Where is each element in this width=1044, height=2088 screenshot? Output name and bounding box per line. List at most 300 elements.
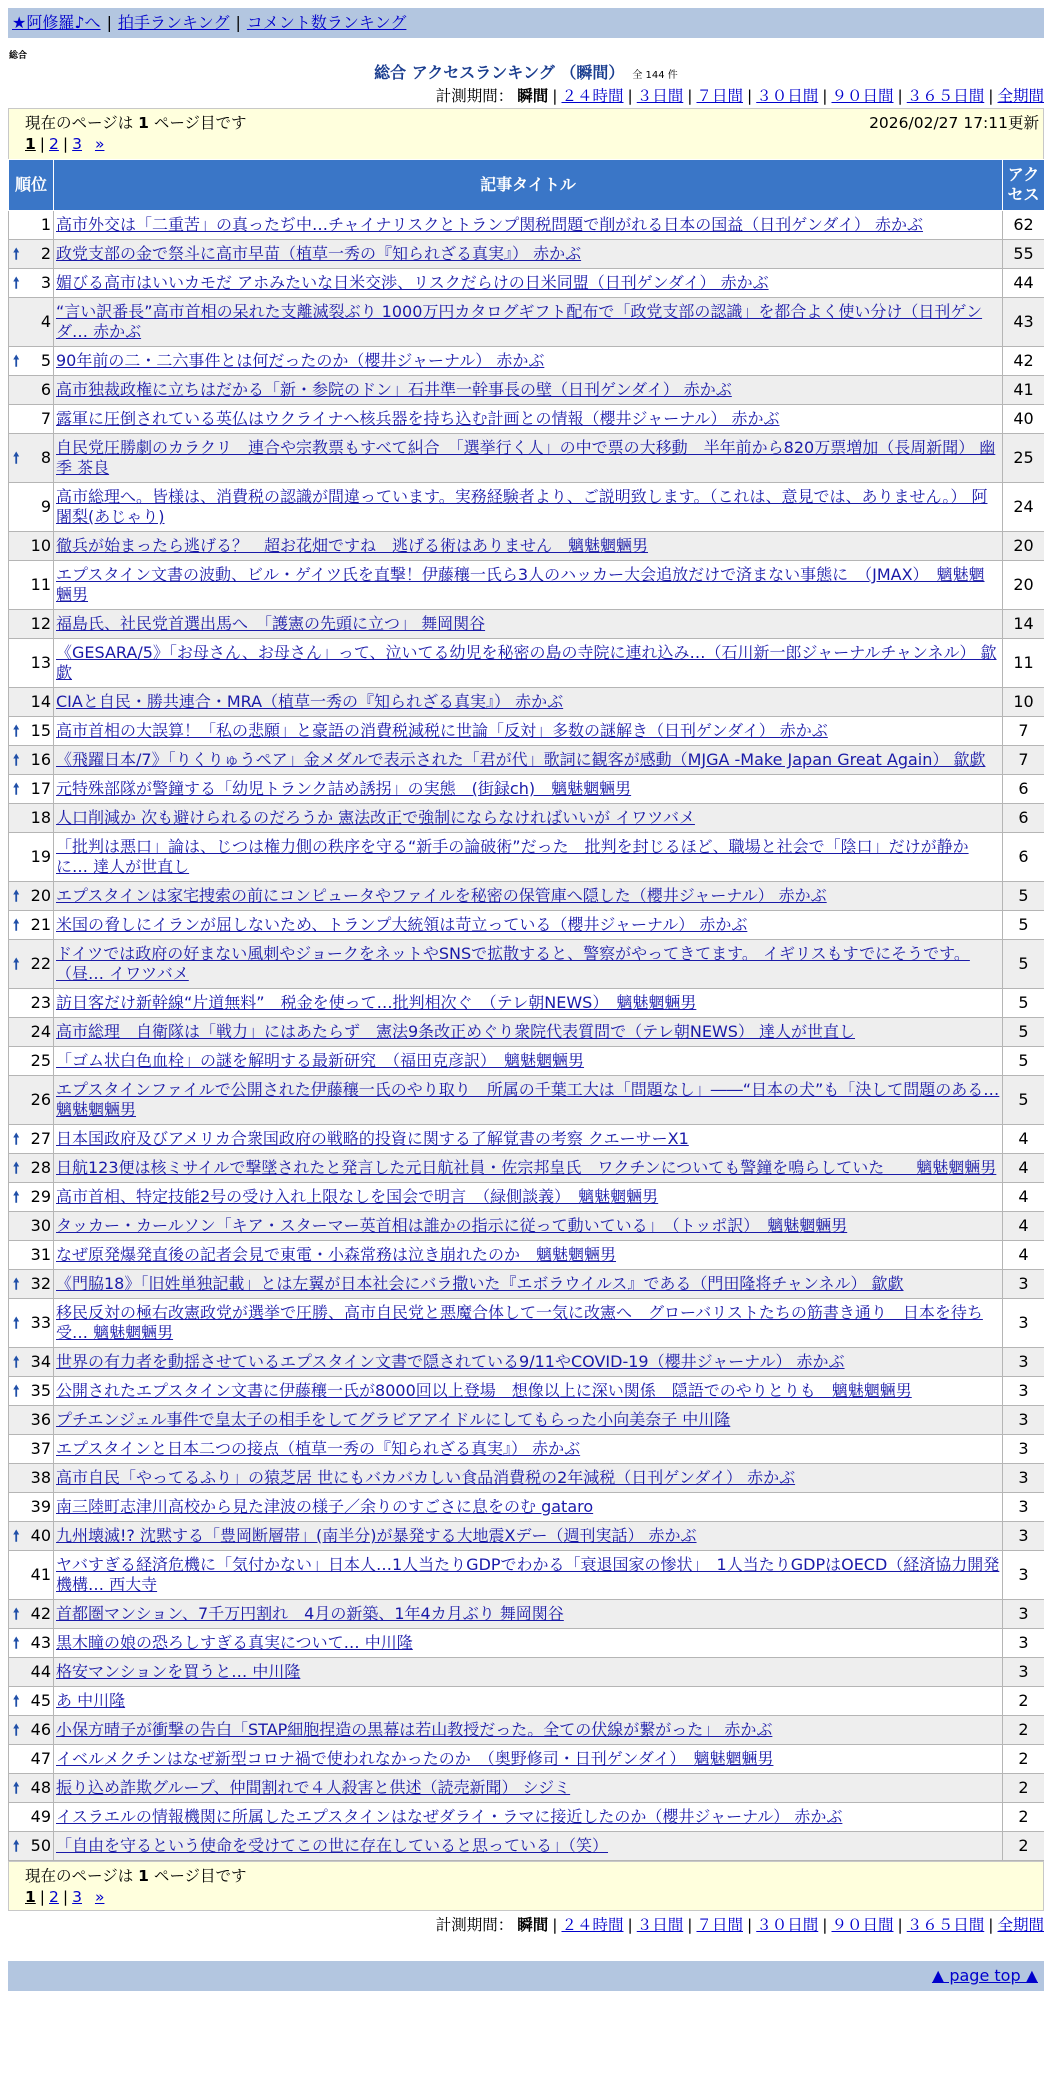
title-cell: [54, 376, 1003, 405]
rank-number: 27: [31, 1129, 51, 1148]
table-row: [9, 1803, 1044, 1832]
period-link-3[interactable]: ７日間: [696, 1916, 743, 1934]
table-row: [9, 1435, 1044, 1464]
footer-bar: [8, 1961, 1044, 1991]
title-cell: [54, 1406, 1003, 1435]
pager-link-page-2[interactable]: 2: [49, 135, 59, 153]
title-cell: [54, 1493, 1003, 1522]
top-navigation: [8, 8, 1044, 38]
title-cell: [54, 434, 1003, 483]
rank-number: 19: [31, 847, 51, 866]
title-cell: [54, 688, 1003, 717]
access-count: 11: [1003, 639, 1044, 688]
rank-cell: [9, 1803, 54, 1832]
rank-number: 8: [41, 448, 51, 467]
title-cell: [54, 1047, 1003, 1076]
table-row: [9, 1241, 1044, 1270]
rank-cell: [9, 882, 54, 911]
pager-next-link[interactable]: »: [95, 1888, 104, 1906]
article-title-link[interactable]: 訪日客だけ新幹線“片道無料” 税金を使って…批判相次ぐ （テレ朝NEWS） 魑魅魍魎男: [56, 993, 696, 1012]
page-title: [8, 62, 1044, 84]
pager-link-page-2[interactable]: 2: [49, 1888, 59, 1906]
rank-number: 2: [41, 244, 51, 263]
rank-number: 14: [31, 692, 51, 711]
rank-number: 29: [31, 1187, 51, 1206]
table-row: [9, 561, 1044, 610]
article-title-link[interactable]: 移民反対の極右改憲政党が選挙で圧勝、高市自民党と悪魔合体して一気に改憲へ グローバリストたちの筋書き通り 日本を待ち受… 魑魅魍魎男: [56, 1303, 983, 1342]
rank-cell: [9, 1125, 54, 1154]
table-row: [9, 1270, 1044, 1299]
table-row: [9, 882, 1044, 911]
rank-cell: [9, 1716, 54, 1745]
period-selector-bottom: [8, 1913, 1044, 1937]
rank-number: 21: [31, 915, 51, 934]
title-cell: [54, 405, 1003, 434]
title-cell: [54, 240, 1003, 269]
access-count: 62: [1003, 211, 1044, 240]
access-count: 5: [1003, 882, 1044, 911]
rank-cell: [9, 639, 54, 688]
rank-cell: [9, 911, 54, 940]
rank-number: 28: [31, 1158, 51, 1177]
article-title-link[interactable]: 政党支部の金で祭斗に高市早苗（植草一秀の『知られざる真実』） 赤かぶ: [56, 244, 581, 263]
rank-cell: [9, 434, 54, 483]
access-count: 2: [1003, 1832, 1044, 1861]
access-count: 7: [1003, 717, 1044, 746]
rank-number: 26: [31, 1090, 51, 1109]
rank-up-arrow-icon: 🠕: [13, 448, 19, 468]
rank-cell: [9, 775, 54, 804]
table-row: [9, 610, 1044, 639]
rank-number: 13: [31, 653, 51, 672]
period-link-1[interactable]: ２４時間: [561, 1916, 623, 1934]
page-info-bottom: [8, 1861, 1044, 1911]
article-title-link[interactable]: 振り込め詐欺グループ、仲間割れで４人殺害と供述（読売新聞） シジミ: [56, 1778, 570, 1797]
table-row: [9, 1212, 1044, 1241]
access-count: 3: [1003, 1551, 1044, 1600]
title-cell: [54, 1745, 1003, 1774]
table-row: [9, 1600, 1044, 1629]
rank-number: 20: [31, 886, 51, 905]
table-row: [9, 1154, 1044, 1183]
article-title-link[interactable]: 「ゴム状白色血栓」の謎を解明する最新研究 （福田克彦訳） 魑魅魍魎男: [56, 1051, 584, 1070]
rank-number: 36: [31, 1410, 51, 1429]
article-title-link[interactable]: タッカー・カールソン「キア・スターマー英首相は誰かの指示に従って動いている」 （トッポ訳） 魑魅魍魎男: [56, 1216, 847, 1235]
article-title-link[interactable]: 「自由を守るという使命を受けてこの世に存在していると思っている」（笑）: [56, 1836, 608, 1855]
table-row: [9, 1745, 1044, 1774]
title-cell: [54, 211, 1003, 240]
table-row: [9, 1493, 1044, 1522]
rank-cell: [9, 1832, 54, 1861]
rank-up-arrow-icon: 🠕: [13, 954, 19, 974]
access-count: 3: [1003, 1348, 1044, 1377]
total-count: 全 144 件: [632, 70, 677, 81]
rank-number: 50: [31, 1836, 51, 1855]
pager-separator: |: [63, 1888, 68, 1906]
article-title-link[interactable]: 徹兵が始まったら逃げる？ 超お花畑ですね 逃げる術はありません 魑魅魍魎男: [56, 536, 648, 555]
period-link-5[interactable]: ９０日間: [831, 1916, 893, 1934]
period-link-6[interactable]: ３６５日間: [907, 87, 985, 105]
rank-up-arrow-icon: 🠕: [13, 1526, 19, 1546]
period-link-3[interactable]: ７日間: [696, 87, 743, 105]
title-cell: [54, 746, 1003, 775]
article-title-link[interactable]: 90年前の二・二六事件とは何だったのか（櫻井ジャーナル） 赤かぶ: [56, 351, 544, 370]
rank-cell: [9, 240, 54, 269]
table-row: [9, 376, 1044, 405]
comment-ranking-link[interactable]: コメント数ランキング: [247, 13, 407, 32]
article-title-link[interactable]: 高市首相、特定技能2号の受け入れ上限なしを国会で明言 （緑側談義） 魑魅魍魎男: [56, 1187, 658, 1206]
title-cell: [54, 1270, 1003, 1299]
table-row: [9, 775, 1044, 804]
pager-separator: [86, 1888, 91, 1906]
table-row: [9, 940, 1044, 989]
rank-up-arrow-icon: 🠕: [13, 351, 19, 371]
title-cell: [54, 561, 1003, 610]
pager-next-link[interactable]: »: [95, 135, 104, 153]
title-cell: [54, 775, 1003, 804]
period-separator: |: [747, 87, 752, 105]
period-link-2[interactable]: ３日間: [637, 1916, 684, 1934]
article-title-link[interactable]: 高市総理へ。皆様は、消費税の認識が間違っています。実務経験者より、ご説明致します。（これは、意見では、ありません。） 阿闍梨(あじゃり): [56, 487, 988, 526]
rank-number: 40: [31, 1526, 51, 1545]
table-row: [9, 1658, 1044, 1687]
title-cell: [54, 1154, 1003, 1183]
title-cell: [54, 1803, 1003, 1832]
rank-cell: [9, 1212, 54, 1241]
pager-current-page: 1: [25, 135, 36, 153]
rank-up-arrow-icon: 🠕: [13, 1158, 19, 1178]
title-cell: [54, 639, 1003, 688]
access-count: 3: [1003, 1658, 1044, 1687]
rank-cell: [9, 1493, 54, 1522]
article-title-link[interactable]: 黒木瞳の娘の恐ろしすぎる真実について… 中川隆: [56, 1633, 413, 1652]
table-row: [9, 434, 1044, 483]
article-title-link[interactable]: 元特殊部隊が警鐘する「幼児トランク詰め誘拐」の実態 (街録ch) 魑魅魍魎男: [56, 779, 631, 798]
title-cell: [54, 940, 1003, 989]
table-row: [9, 746, 1044, 775]
rank-cell: [9, 211, 54, 240]
article-title-link[interactable]: 高市自民「やってるふり」の猿芝居 世にもバカバカしい食品消費税の2年減税（日刊ゲンダイ） 赤かぶ: [56, 1468, 795, 1487]
rank-number: 35: [31, 1381, 51, 1400]
rank-up-arrow-icon: 🠕: [13, 1274, 19, 1294]
article-title-link[interactable]: 格安マンションを買うと… 中川隆: [56, 1662, 300, 1681]
period-separator: |: [898, 1916, 903, 1934]
title-cell: [54, 1299, 1003, 1348]
page-top-link[interactable]: ▲ page top ▲: [932, 1966, 1038, 1985]
table-row: [9, 804, 1044, 833]
rank-number: 7: [41, 409, 51, 428]
title-cell: [54, 347, 1003, 376]
article-title-link[interactable]: 高市総理 自衛隊は「戦力」にはあたらず 憲法9条改正めぐり衆院代表質問で（テレ朝NEWS） 達人が世直し: [56, 1022, 855, 1041]
access-count: 20: [1003, 532, 1044, 561]
table-row: [9, 1551, 1044, 1600]
access-count: 42: [1003, 347, 1044, 376]
access-count: 4: [1003, 1154, 1044, 1183]
title-cell: [54, 1774, 1003, 1803]
pager-separator: |: [63, 135, 68, 153]
article-title-link[interactable]: 世界の有力者を動揺させているエプスタイン文書で隠されている9/11やCOVID-19（櫻井ジャーナル） 赤かぶ: [56, 1352, 845, 1371]
title-cell: [54, 1348, 1003, 1377]
table-row: [9, 347, 1044, 376]
table-row: [9, 1183, 1044, 1212]
rank-cell: [9, 1241, 54, 1270]
access-count: 3: [1003, 1299, 1044, 1348]
rank-cell: [9, 1435, 54, 1464]
period-separator: |: [687, 87, 692, 105]
table-row: [9, 1018, 1044, 1047]
rank-up-arrow-icon: 🠕: [13, 915, 19, 935]
rank-up-arrow-icon: 🠕: [13, 244, 19, 264]
article-title-link[interactable]: 「批判は悪口」論は、じつは権力側の秩序を守る“新手の論破術”だった 批判を封じるほど、職場と社会で「陰口」だけが静かに… 達人が世直し: [56, 837, 969, 876]
access-count: 2: [1003, 1803, 1044, 1832]
rank-cell: [9, 1774, 54, 1803]
access-count: 2: [1003, 1687, 1044, 1716]
title-cell: [54, 1600, 1003, 1629]
rank-up-arrow-icon: 🠕: [13, 1720, 19, 1740]
rank-cell: [9, 1687, 54, 1716]
title-cell: [54, 1658, 1003, 1687]
title-cell: [54, 1629, 1003, 1658]
header-access: アクセス: [1003, 160, 1044, 211]
rank-up-arrow-icon: 🠕: [13, 1604, 19, 1624]
title-cell: [54, 1125, 1003, 1154]
period-link-2[interactable]: ３日間: [637, 87, 684, 105]
rank-number: 3: [41, 273, 51, 292]
article-title-link[interactable]: 日航123便は核ミサイルで撃墜されたと発言した元日航社員・佐宗邦皇氏 ワクチンについても警鐘を鳴らしていた 魑魅魍魎男: [56, 1158, 996, 1177]
category-label: 総合: [9, 48, 1044, 62]
period-current: 瞬間: [517, 87, 548, 105]
article-title-link[interactable]: 自民党圧勝劇のカラクリ 連合や宗教票もすべて糾合 「選挙行く人」の中で票の大移動 半年前から820万票増加（長周新聞） 幽季 茶良: [56, 438, 995, 477]
article-title-link[interactable]: 南三陸町志津川高校から見た津波の様子／余りのすごさに息をのむ gataro: [56, 1497, 593, 1516]
access-count: 3: [1003, 1522, 1044, 1551]
title-cell: [54, 610, 1003, 639]
title-cell: [54, 1241, 1003, 1270]
access-count: 40: [1003, 405, 1044, 434]
rank-cell: [9, 1154, 54, 1183]
period-link-7[interactable]: 全期間: [997, 1916, 1044, 1934]
rank-cell: [9, 1018, 54, 1047]
rank-number: 32: [31, 1274, 51, 1293]
rank-cell: [9, 1348, 54, 1377]
period-separator: |: [822, 1916, 827, 1934]
article-title-link[interactable]: エプスタインと日本二つの接点（植草一秀の『知られざる真実』） 赤かぶ: [56, 1439, 580, 1458]
article-title-link[interactable]: 高市首相の大誤算！「私の悲願」と豪語の消費税減税に世論「反対」多数の謎解き（日刊ゲンダイ） 赤かぶ: [56, 721, 828, 740]
article-title-link[interactable]: “言い訳番長”高市首相の呆れた支離滅裂ぶり 1000万円カタログギフト配布で「政党支部の認識」を都合よく使い分け（日刊ゲンダ… 赤かぶ: [56, 302, 982, 341]
title-cell: [54, 717, 1003, 746]
rank-number: 46: [31, 1720, 51, 1739]
article-title-link[interactable]: なぜ原発爆発直後の記者会見で東電・小森常務は泣き崩れたのか 魑魅魍魎男: [56, 1245, 616, 1264]
access-count: 4: [1003, 1183, 1044, 1212]
table-row: [9, 211, 1044, 240]
rank-cell: [9, 405, 54, 434]
article-title-link[interactable]: 小保方晴子が衝撃の告白「STAP細胞捏造の黒幕は若山教授だった。全ての伏線が繋がった」 赤かぶ: [56, 1720, 772, 1739]
period-separator: |: [822, 87, 827, 105]
article-title-link[interactable]: ドイツでは政府の好まない風刺やジョークをネットやSNSで拡散すると、警察がやってきてます。 イギリスもすでにそうです。（昼… イワツバメ: [56, 944, 970, 983]
article-title-link[interactable]: 《GESARA/5》「お母さん、お母さん」って、泣いてる幼児を秘密の島の寺院に連れ込み…（石川新一郎ジャーナルチャンネル） 歙歔: [56, 643, 997, 682]
rank-up-arrow-icon: 🠕: [13, 273, 19, 293]
rank-up-arrow-icon: 🠕: [13, 1352, 19, 1372]
table-row: [9, 911, 1044, 940]
access-count: 6: [1003, 775, 1044, 804]
access-count: 3: [1003, 1435, 1044, 1464]
title-cell: [54, 1832, 1003, 1861]
title-cell: [54, 833, 1003, 882]
article-title-link[interactable]: 福島氏、社民党首選出馬へ 「護憲の先頭に立つ」 舞岡関谷: [56, 614, 485, 633]
article-title-link[interactable]: 九州壊滅!? 沈黙する「豊岡断層帯」(南半分)が暴発する大地震Xデー（週刊実話） 赤かぶ: [56, 1526, 697, 1545]
rank-number: 4: [41, 312, 51, 331]
nav-separator: |: [107, 13, 112, 32]
article-title-link[interactable]: ヤバすぎる経済危機に「気付かない」日本人…1人当たりGDPでわかる「衰退国家の惨状」 1人当たりGDPはOECD（経済協力開発機構… 西大寺: [56, 1555, 999, 1594]
rank-cell: [9, 561, 54, 610]
article-title-link[interactable]: 高市外交は「二重苦」の真ったぢ中…チャイナリスクとトランプ関税問題で削がれる日本の国益（日刊ゲンダイ） 赤かぶ: [56, 215, 923, 234]
rank-number: 44: [31, 1662, 51, 1681]
rank-cell: [9, 1551, 54, 1600]
article-title-link[interactable]: 《飛躍日本/7》「りくりゅうペア」金メダルで表示された「君が代」歌詞に観客が感動（MJGA -Make Japan Great Again） 歙歔: [56, 750, 985, 769]
rank-number: 38: [31, 1468, 51, 1487]
rank-cell: [9, 1299, 54, 1348]
table-row: [9, 240, 1044, 269]
rank-number: 10: [31, 536, 51, 555]
table-row: [9, 1348, 1044, 1377]
table-row: [9, 1774, 1044, 1803]
article-title-link[interactable]: 公開されたエプスタイン文書に伊藤穰一氏が8000回以上登場 想像以上に深い関係 隠語でのやりとりも 魑魅魍魎男: [56, 1381, 912, 1400]
access-count: 41: [1003, 376, 1044, 405]
access-count: 3: [1003, 1377, 1044, 1406]
rank-up-arrow-icon: 🠕: [13, 1381, 19, 1401]
title-cell: [54, 1551, 1003, 1600]
home-link[interactable]: ★阿修羅♪へ: [12, 13, 101, 32]
article-title-link[interactable]: 日本国政府及びアメリカ合衆国政府の戦略的投資に関する了解覚書の考察 クエーサーX1: [56, 1129, 689, 1148]
rank-number: 47: [31, 1749, 51, 1768]
pager-link-page-3[interactable]: 3: [72, 1888, 82, 1906]
period-link-5[interactable]: ９０日間: [831, 87, 893, 105]
ranking-rows: [9, 211, 1044, 1861]
rank-number: 30: [31, 1216, 51, 1235]
rank-number: 5: [41, 351, 51, 370]
rank-number: 23: [31, 993, 51, 1012]
rank-cell: [9, 989, 54, 1018]
period-label: 計測期間：: [436, 87, 514, 105]
access-count: 5: [1003, 911, 1044, 940]
clap-ranking-link[interactable]: 拍手ランキング: [118, 13, 230, 32]
rank-number: 25: [31, 1051, 51, 1070]
rank-up-arrow-icon: 🠕: [13, 1187, 19, 1207]
period-link-7[interactable]: 全期間: [997, 87, 1044, 105]
period-separator: |: [988, 87, 993, 105]
article-title-link[interactable]: エプスタインファイルで公開された伊藤穰一氏のやり取り 所属の千葉工大は「問題なし」――“日本の犬”も「決して問題のある… 魑魅魍魎男: [56, 1080, 999, 1119]
current-page-text: 現在のページは 1 ページ目です: [25, 1864, 1043, 1886]
header-rank: 順位: [9, 160, 54, 211]
rank-cell: [9, 1047, 54, 1076]
rank-cell: [9, 688, 54, 717]
article-title-link[interactable]: 露軍に圧倒されている英仏はウクライナへ核兵器を持ち込む計画との情報（櫻井ジャーナル） 赤かぶ: [56, 409, 780, 428]
period-link-4[interactable]: ３０日間: [756, 1916, 818, 1934]
table-row: [9, 532, 1044, 561]
rank-up-arrow-icon: 🠕: [13, 1633, 19, 1653]
rank-number: 41: [31, 1565, 51, 1584]
rank-cell: [9, 1600, 54, 1629]
title-cell: [54, 1377, 1003, 1406]
rank-cell: [9, 746, 54, 775]
rank-number: 39: [31, 1497, 51, 1516]
article-title-link[interactable]: イベルメクチンはなぜ新型コロナ禍で使われなかったのか （奥野修司・日刊ゲンダイ） 魑魅魍魎男: [56, 1749, 773, 1768]
rank-cell: [9, 1270, 54, 1299]
title-cell: [54, 1076, 1003, 1125]
access-count: 2: [1003, 1716, 1044, 1745]
rank-cell: [9, 1464, 54, 1493]
article-title-link[interactable]: 米国の脅しにイランが屈しないため、トランプ大統領は苛立っている（櫻井ジャーナル） 赤かぶ: [56, 915, 747, 934]
pager-separator: |: [40, 1888, 45, 1906]
rank-cell: [9, 532, 54, 561]
article-title-link[interactable]: 首都圏マンション、7千万円割れ 4月の新築、1年4カ月ぶり 舞岡関谷: [56, 1604, 564, 1623]
rank-cell: [9, 1183, 54, 1212]
table-row: [9, 1299, 1044, 1348]
rank-number: 48: [31, 1778, 51, 1797]
article-title-link[interactable]: イスラエルの情報機関に所属したエプスタインはなぜダライ・ラマに接近したのか（櫻井ジャーナル） 赤かぶ: [56, 1807, 842, 1826]
title-cell: [54, 298, 1003, 347]
table-row: [9, 298, 1044, 347]
rank-number: 17: [31, 779, 51, 798]
ranking-table: [8, 159, 1044, 1861]
rank-up-arrow-icon: 🠕: [13, 779, 19, 799]
access-count: 4: [1003, 1241, 1044, 1270]
period-link-4[interactable]: ３０日間: [756, 87, 818, 105]
rank-cell: [9, 298, 54, 347]
period-link-6[interactable]: ３６５日間: [907, 1916, 985, 1934]
rank-up-arrow-icon: 🠕: [13, 1778, 19, 1798]
title-cell: [54, 483, 1003, 532]
table-row: [9, 1464, 1044, 1493]
article-title-link[interactable]: 人口削減か 次も避けられるのだろうか 憲法改正で強制にならなければいいが イワツバメ: [56, 808, 695, 827]
title-cell: [54, 911, 1003, 940]
article-title-link[interactable]: 《門脇18》「旧姓単独記載」とは左翼が日本社会にバラ撒いた『エボラウイルス』である（門田隆将チャンネル） 歙歔: [56, 1274, 904, 1293]
title-cell: [54, 532, 1003, 561]
rank-number: 1: [41, 215, 51, 234]
rank-cell: [9, 347, 54, 376]
title-cell: [54, 804, 1003, 833]
rank-cell: [9, 833, 54, 882]
access-count: 55: [1003, 240, 1044, 269]
table-row: [9, 688, 1044, 717]
title-cell: [54, 1716, 1003, 1745]
article-title-link[interactable]: エプスタインは家宅捜索の前にコンピュータやファイルを秘密の保管庫へ隠した（櫻井ジャーナル） 赤かぶ: [56, 886, 827, 905]
article-title-link[interactable]: 高市独裁政権に立ちはだかる「新・参院のドン」石井準一幹事長の壁（日刊ゲンダイ） 赤かぶ: [56, 380, 732, 399]
article-title-link[interactable]: エプスタイン文書の波動、ビル・ゲイツ氏を直撃！伊藤穰一氏ら3人のハッカー大会追放だけで済まない事態に （JMAX） 魑魅魍魎男: [56, 565, 985, 604]
title-cell: [54, 1212, 1003, 1241]
table-row: [9, 405, 1044, 434]
article-title-link[interactable]: あ 中川隆: [56, 1691, 125, 1710]
period-link-1[interactable]: ２４時間: [561, 87, 623, 105]
access-count: 6: [1003, 804, 1044, 833]
rank-number: 9: [41, 497, 51, 516]
table-row: [9, 1406, 1044, 1435]
rank-number: 49: [31, 1807, 51, 1826]
rank-number: 34: [31, 1352, 51, 1371]
pager-separator: |: [40, 135, 45, 153]
pager-link-page-3[interactable]: 3: [72, 135, 82, 153]
table-row: [9, 1629, 1044, 1658]
article-title-link[interactable]: CIAと自民・勝共連合・MRA（植草一秀の『知られざる真実』） 赤かぶ: [56, 692, 563, 711]
rank-cell: [9, 1406, 54, 1435]
article-title-link[interactable]: 媚びる高市はいいカモだ アホみたいな日米交渉、リスクだらけの日米同盟（日刊ゲンダイ） 赤かぶ: [56, 273, 769, 292]
article-title-link[interactable]: プチエンジェル事件で皇太子の相手をしてグラビアアイドルにしてもらった小向美奈子 中川隆: [56, 1410, 730, 1429]
rank-number: 37: [31, 1439, 51, 1458]
access-count: 3: [1003, 1464, 1044, 1493]
pagination-bottom: [25, 1888, 1043, 1906]
table-row: [9, 1522, 1044, 1551]
rank-number: 33: [31, 1313, 51, 1332]
title-cell: [54, 989, 1003, 1018]
